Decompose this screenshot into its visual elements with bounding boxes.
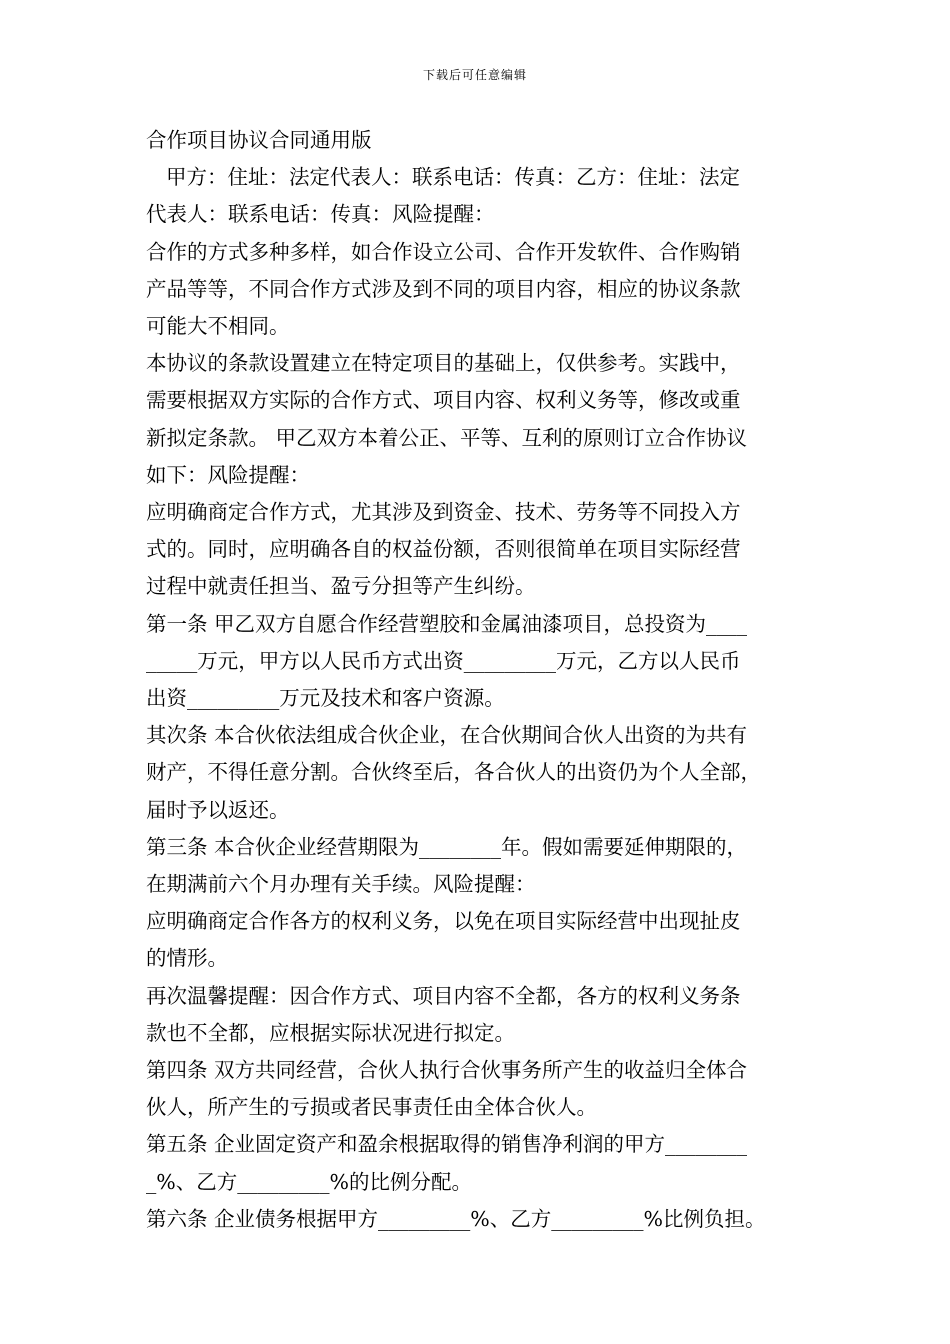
article-2-line: 届时予以返还。 <box>146 797 290 822</box>
document-body <box>146 122 826 1238</box>
article-1-line: 出资_________万元及技术和客户资源。 <box>146 686 505 711</box>
paragraph-line: 合作的方式多种多样，如合作设立公司、合作开发软件、合作购销 <box>146 239 741 264</box>
paragraph-line: 应明确商定合作方式，尤其涉及到资金、技术、劳务等不同投入方 <box>146 500 741 525</box>
paragraph-line: 式的。同时，应明确各自的权益份额，否则很简单在项目实际经营 <box>146 537 741 562</box>
article-5-line: _%、乙方_________%的比例分配。 <box>146 1169 472 1194</box>
article-2-line: 财产，不得任意分割。合伙终至后，各合伙人的出资仍为个人全部， <box>146 760 761 785</box>
paragraph-line: 过程中就责任担当、盈亏分担等产生纠纷。 <box>146 574 536 599</box>
paragraph-line: 款也不全都，应根据实际状况进行拟定。 <box>146 1020 515 1045</box>
article-2-line: 其次条 本合伙依法组成合伙企业，在合伙期间合伙人出资的为共有 <box>146 723 748 748</box>
paragraph-line: 再次温馨提醒：因合作方式、项目内容不全都，各方的权利义务条 <box>146 983 741 1008</box>
paragraph-line: 产品等等，不同合作方式涉及到不同的项目内容，相应的协议条款 <box>146 276 741 301</box>
paragraph-line: 需要根据双方实际的合作方式、项目内容、权利义务等，修改或重 <box>146 388 741 413</box>
party-info-line: 代表人：联系电话：传真：风险提醒： <box>146 202 495 227</box>
article-1-line: 第一条 甲乙双方自愿合作经营塑胶和金属油漆项目，总投资为____ <box>146 611 748 636</box>
party-info-line: 甲方：住址：法定代表人：联系电话：传真：乙方：住址：法定 <box>166 165 740 190</box>
page-header: 下载后可任意编辑 <box>422 68 527 82</box>
paragraph-line: 如下：风险提醒： <box>146 462 310 487</box>
paragraph-line: 的情形。 <box>146 946 228 971</box>
article-3-line: 第三条 本合伙企业经营期限为________年。假如需要延伸期限的， <box>146 834 748 859</box>
article-1-line: _____万元，甲方以人民币方式出资_________万元，乙方以人民币 <box>146 648 741 673</box>
article-4-line: 伙人，所产生的亏损或者民事责任由全体合伙人。 <box>146 1095 597 1120</box>
article-5-line: 第五条 企业固定资产和盈余根据取得的销售净利润的甲方________ <box>146 1132 748 1157</box>
article-3-line: 在期满前六个月办理有关手续。风险提醒： <box>146 872 536 897</box>
paragraph-line: 新拟定条款。 甲乙双方本着公正、平等、互利的原则订立合作协议 <box>146 425 748 450</box>
article-6-line: 第六条 企业债务根据甲方_________%、乙方_________%比例负担。 <box>146 1206 766 1231</box>
paragraph-line: 应明确商定合作各方的权利义务，以免在项目实际经营中出现扯皮 <box>146 909 741 934</box>
paragraph-line: 可能大不相同。 <box>146 314 290 339</box>
document-title: 合作项目协议合同通用版 <box>146 128 372 152</box>
article-4-line: 第四条 双方共同经营，合伙人执行合伙事务所产生的收益归全体合 <box>146 1058 748 1083</box>
paragraph-line: 本协议的条款设置建立在特定项目的基础上，仅供参考。实践中， <box>146 351 741 376</box>
